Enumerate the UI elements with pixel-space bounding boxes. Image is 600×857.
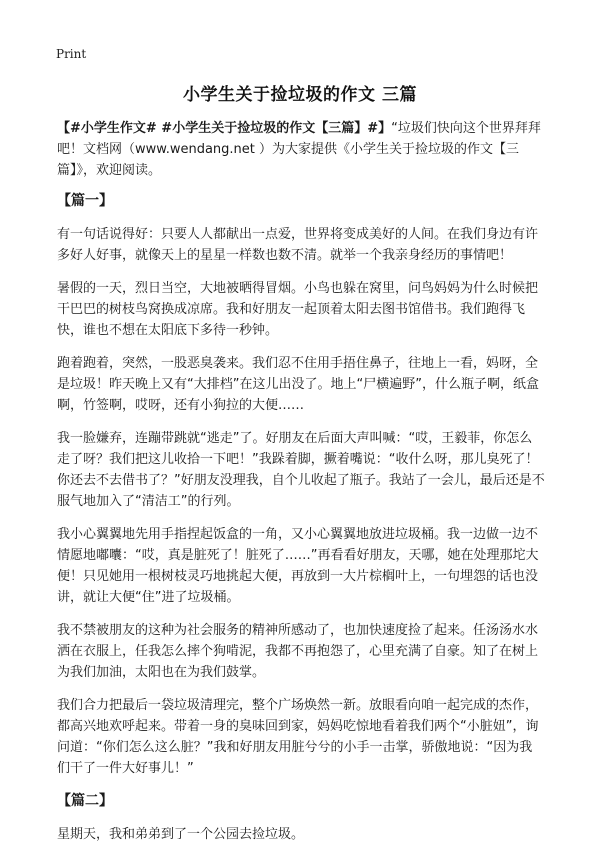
paragraph: 暑假的一天，烈日当空，大地被晒得冒烟。小鸟也躲在窝里，问鸟妈妈为什么时候把干巴巴的树枝鸟窝换成凉席。我和好朋友一起顶着太阳去图书馆借书。我们跑得飞快，谁也不想在太阳底下多待一秒钟。 bbox=[57, 281, 539, 338]
paragraph: 我不禁被朋友的这种为社会服务的精神所感动了，也加快速度捡了起来。任汤汤水水洒在衣服上，任我怎么摔个狗啃泥，我都不再抱怨了，心里充满了自豪。知了在树上为我们加油，太阳也在为我们鼓掌。 bbox=[57, 623, 539, 680]
article-body bbox=[57, 118, 545, 857]
intro-text: “垃圾们快向这个世界拜拜吧！文档网（www.wendang.net ）为大家提供《小学生关于捡垃圾的作文【三篇】》，欢迎阅读。 bbox=[57, 121, 541, 178]
section-heading-1: 【篇一】 bbox=[57, 193, 113, 209]
intro-paragraph bbox=[57, 118, 545, 181]
paragraph: 我一脸嫌弃，连蹦带跳就“逃走”了。好朋友在后面大声叫喊：“哎，王毅菲，你怎么走了呀？我们把这儿收拾一下吧！”我跺着脚，撅着嘴说：“收什么呀，那儿臭死了！你还去不去借书了？”好朋友没理我，自个儿收起了瓶子。我站了一会儿，最后还是不服气地加入了“清洁工”的行列。 bbox=[57, 431, 545, 509]
print-label[interactable]: Print bbox=[56, 47, 87, 61]
section-heading-2: 【篇二】 bbox=[57, 793, 113, 809]
page-title: 小学生关于捡垃圾的作文 三篇 bbox=[183, 85, 417, 105]
paragraph: 有一句话说得好：只要人人都献出一点爱，世界将变成美好的人间。在我们身边有许多好人好事，就像天上的星星一样数也数不清。就举一个我亲身经历的事情吧！ bbox=[57, 227, 539, 263]
paragraph: 我们合力把最后一袋垃圾清理完，整个广场焕然一新。放眼看向咱一起完成的杰作，都高兴地欢呼起来。带着一身的臭味回到家，妈妈吃惊地看着我们两个“小脏妞”，询问道：“你们怎么这么脏？”我和好朋友用脏兮兮的小手一击掌，骄傲地说：“因为我们干了一件大好事儿！” bbox=[57, 698, 539, 776]
paragraph: 跑着跑着，突然，一股恶臭袭来。我们忍不住用手捂住鼻子，往地上一看，妈呀，全是垃圾！昨天晚上又有“大排档”在这儿出没了。地上“尸横遍野”，什么瓶子啊，纸盒啊，竹签啊，哎呀，还有小狗拉的大便…… bbox=[57, 356, 539, 413]
paragraph: 我小心翼翼地先用手指捏起饭盒的一角，又小心翼翼地放进垃圾桶。我一边做一边不情愿地嘟囔：“哎，真是脏死了！脏死了……”再看看好朋友，天哪，她在处理那坨大便！只见她用一根树枝灵巧地挑起大便，再放到一大片棕榈叶上，一句埋怨的话也没讲，就让大便“住”进了垃圾桶。 bbox=[57, 527, 539, 605]
intro-tags: 【#小学生作文# #小学生关于捡垃圾的作文【三篇】#】 bbox=[57, 121, 392, 136]
paragraph: 星期天，我和弟弟到了一个公园去捡垃圾。 bbox=[57, 827, 305, 842]
